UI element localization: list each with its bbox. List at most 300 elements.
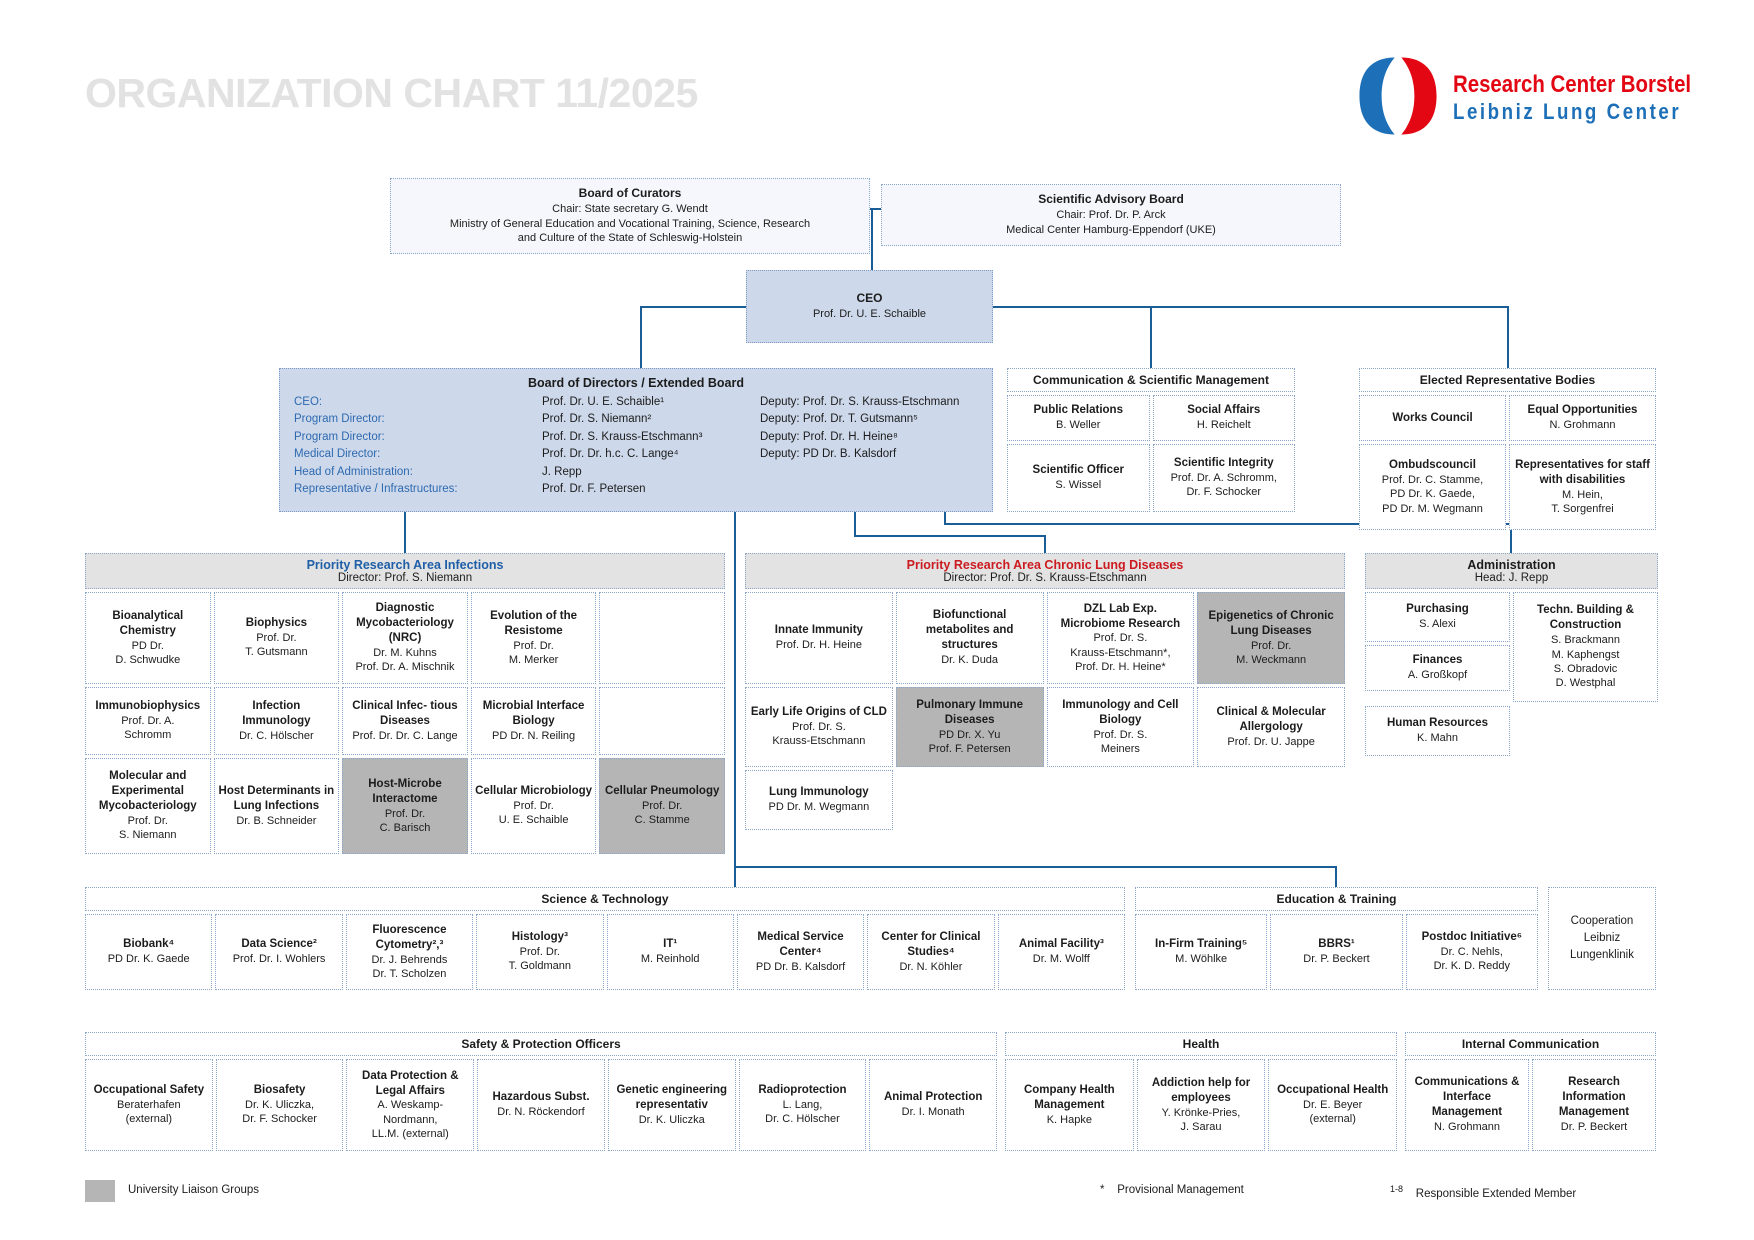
org-unit <box>745 687 893 767</box>
unit-title: Scientific Officer <box>1032 464 1124 477</box>
section-grid <box>1359 395 1656 530</box>
unit-title: Public Relations <box>1033 404 1123 417</box>
unit-title: Bioanalytical Chemistry <box>112 609 184 637</box>
unit-person: M. Wöhlke <box>1175 953 1228 966</box>
unit-person: Prof. Dr. C. Stamme, <box>1381 474 1484 487</box>
org-unit <box>1153 444 1296 512</box>
unit-person: Prof. Dr. S. <box>1093 728 1148 741</box>
unit-title: Biofunctional metabolites and structures <box>925 609 1014 652</box>
unit-title: Research Information Management <box>1558 1076 1630 1119</box>
unit-person: Dr. K. Uliczka, <box>245 1099 315 1112</box>
unit-person: T. Sorgenfrei <box>1551 502 1614 515</box>
pra-infections-section <box>85 553 725 854</box>
unit-person: C. Stamme <box>634 814 690 827</box>
unit-person: M. Hein, <box>1562 488 1603 501</box>
admin-right-column <box>1513 592 1658 702</box>
unit-person: Prof. Dr. <box>384 807 426 820</box>
unit-person: Y. Krönke-Pries, <box>1161 1106 1241 1119</box>
director-deputy <box>760 481 992 498</box>
unit-person: Prof. Dr. A. Mischnik <box>355 661 455 674</box>
legend-liaison-label: University Liaison Groups <box>128 1184 260 1196</box>
unit-person: Meiners <box>1100 742 1140 755</box>
org-unit <box>896 592 1044 684</box>
unit-title: IT¹ <box>663 938 678 951</box>
unit-person: Prof. F. Petersen <box>928 742 1011 755</box>
unit-person: Dr. M. Kuhns <box>373 647 437 660</box>
unit-person: S. Alexi <box>1419 618 1456 631</box>
unit-title: Clinical & Molecular Allergology <box>1216 705 1326 733</box>
org-unit <box>346 914 473 990</box>
section-title: Education & Training <box>1135 887 1538 911</box>
section-header <box>745 553 1345 589</box>
unit-person: M. Reinhold <box>640 953 700 966</box>
connector-line <box>1150 306 1152 368</box>
section-title: Priority Research Area Infections <box>306 558 504 572</box>
logo-mark-icon <box>1357 55 1439 142</box>
empty-space <box>896 770 1044 830</box>
director-role-label: Program Director: <box>294 413 385 426</box>
unit-title: Host-Microbe Interactome <box>368 777 442 805</box>
org-unit <box>214 687 340 755</box>
section-title: Safety & Protection Officers <box>85 1032 997 1056</box>
org-unit <box>1007 444 1150 512</box>
unit-person: PD Dr. N. Reiling <box>492 729 576 742</box>
org-unit <box>1137 1059 1266 1151</box>
unit-title: Techn. Building & Construction <box>1537 604 1634 632</box>
director-role-label: Program Director: <box>294 430 385 443</box>
connector-line <box>640 306 748 308</box>
org-unit <box>1153 395 1296 441</box>
unit-title: Biophysics <box>245 617 308 630</box>
unit-title: Company Health Management <box>1023 1083 1115 1111</box>
org-unit <box>745 770 893 830</box>
unit-title: Ombudscouncil <box>1389 459 1476 472</box>
unit-title: Molecular and Experimental Mycobacteriology <box>98 770 197 813</box>
unit-title: Data Science² <box>241 938 317 951</box>
unit-title: Microbial Interface Biology <box>482 699 585 727</box>
director-deputy <box>760 464 992 481</box>
unit-title: Biosafety <box>253 1084 306 1097</box>
education-training-section <box>1135 887 1538 990</box>
unit-person: PD Dr. X. Yu <box>938 728 1001 741</box>
unit-title: Fluorescence Cytometry²,³ <box>372 923 447 951</box>
box-title: CEO <box>856 291 883 306</box>
section-header <box>1365 553 1658 589</box>
unit-person: Dr. T. Scholzen <box>372 967 447 980</box>
unit-title: Works Council <box>1392 411 1473 424</box>
cooperation-leibniz-lungenklinik-box <box>1548 887 1656 990</box>
board-of-directors-box <box>279 368 993 512</box>
unit-person: A. Weskamp- <box>377 1099 444 1112</box>
ceo-box <box>746 270 993 343</box>
unit-person: Nordmann, <box>383 1113 438 1126</box>
org-unit <box>867 914 994 990</box>
unit-title: Postdoc Initiative⁶ <box>1421 931 1523 944</box>
unit-title: Diagnostic Mycobacteriology (NRC) <box>356 602 454 645</box>
unit-title: Scientific Integrity <box>1173 457 1274 470</box>
section-title: Communication & Scientific Management <box>1007 368 1295 392</box>
unit-person: Prof. Dr. I. Wohlers <box>232 953 326 966</box>
org-unit <box>739 1059 867 1151</box>
unit-title: DZL Lab Exp. Microbiome Research <box>1060 602 1181 630</box>
org-unit <box>1513 592 1658 702</box>
unit-person: Prof. Dr. A. <box>121 715 175 728</box>
org-unit <box>1406 914 1538 990</box>
org-unit <box>1509 395 1656 441</box>
director-name: Prof. Dr. S. Niemann² <box>542 413 652 426</box>
board-of-curators-box <box>390 178 870 254</box>
director-role-label: Representative / Infrastructures: <box>294 483 458 496</box>
box-line: Medical Center Hamburg-Eppendorf (UKE) <box>1006 224 1216 236</box>
connector-line <box>640 306 642 368</box>
section-subtitle: Director: Prof. Dr. S. Krauss-Etschmann <box>943 572 1147 584</box>
unit-title: Radioprotection <box>758 1084 847 1097</box>
unit-person: PD Dr. M. Wegmann <box>1382 502 1483 515</box>
unit-person: Prof. Dr. <box>256 632 297 645</box>
unit-title: Genetic engineering representativ <box>616 1083 728 1111</box>
unit-person: Dr. I. Monath <box>901 1106 965 1119</box>
internal-communication-section <box>1405 1032 1656 1151</box>
org-unit <box>215 914 342 990</box>
unit-person: A. Großkopf <box>1407 669 1468 682</box>
superscript-range-symbol: 1-8 <box>1390 1184 1404 1194</box>
unit-person: Prof. Dr. Dr. C. Lange <box>352 729 458 742</box>
section-subtitle: Head: J. Repp <box>1474 572 1549 584</box>
unit-title: Evolution of the Resistome <box>490 609 578 637</box>
org-unit <box>1005 1059 1134 1151</box>
director-deputy: Deputy: Prof. Dr. T. Gutsmann⁵ <box>760 413 918 426</box>
director-deputy: Deputy: Prof. Dr. S. Krauss-Etschmann <box>760 396 960 408</box>
section-grid <box>1005 1059 1397 1151</box>
unit-person: Dr. K. Uliczka <box>638 1113 705 1126</box>
unit-person: D. Westphal <box>1555 677 1616 690</box>
scientific-advisory-board-box <box>881 184 1341 246</box>
logo-line1: Research Center Borstel <box>1453 71 1692 99</box>
unit-person: PD Dr. B. Kalsdorf <box>755 960 846 973</box>
org-unit-empty <box>599 592 725 684</box>
section-header <box>85 553 725 589</box>
unit-title: Innate Immunity <box>774 624 863 637</box>
unit-person: Dr. C. Hölscher <box>765 1113 840 1126</box>
connector-line <box>871 208 873 270</box>
org-unit-liaison-group <box>342 758 468 854</box>
unit-title: Animal Facility³ <box>1018 938 1104 951</box>
unit-title: Histology³ <box>511 931 568 944</box>
director-rows <box>280 394 992 499</box>
unit-title: Communications & Interface Management <box>1414 1076 1520 1119</box>
org-unit <box>998 914 1125 990</box>
org-unit <box>471 592 597 684</box>
unit-title: Occupational Health <box>1277 1084 1389 1097</box>
safety-protection-officers-section <box>85 1032 997 1151</box>
org-unit <box>1365 706 1510 756</box>
unit-person: Dr. C. Hölscher <box>239 729 314 742</box>
org-unit <box>1197 687 1345 767</box>
unit-title: Early Life Origins of CLD <box>750 706 887 719</box>
unit-title: Addiction help for employees <box>1151 1076 1251 1104</box>
unit-person: Prof. Dr. <box>513 800 554 813</box>
director-name: Prof. Dr. U. E. Schaible¹ <box>542 396 665 408</box>
org-unit <box>1509 444 1656 530</box>
org-unit <box>737 914 864 990</box>
box-line: Ministry of General Education and Vocational Training, Science, Research <box>449 217 811 230</box>
org-unit <box>1365 592 1510 642</box>
section-title: Elected Representative Bodies <box>1359 368 1656 392</box>
director-name: Prof. Dr. F. Petersen <box>542 483 646 496</box>
org-unit <box>214 758 340 854</box>
unit-title: Medical Service Center⁴ <box>757 930 844 958</box>
box-title: Board of Directors / Extended Board <box>527 376 744 390</box>
box-line: Cooperation <box>1570 915 1634 928</box>
unit-person: M. Weckmann <box>1236 653 1307 666</box>
unit-person: Krauss-Etschmann <box>772 735 866 748</box>
unit-title: Human Resources <box>1387 717 1488 730</box>
section-title: Priority Research Area Chronic Lung Diseases <box>906 558 1184 572</box>
section-title: Science & Technology <box>85 887 1125 911</box>
org-unit-liaison-group <box>1197 592 1345 684</box>
connector-line <box>1507 306 1509 368</box>
elected-representative-bodies-section <box>1359 368 1656 530</box>
unit-title: Hazardous Subst. <box>492 1091 590 1104</box>
org-unit <box>1532 1059 1656 1151</box>
section-grid <box>1405 1059 1656 1151</box>
unit-person: K. Mahn <box>1417 732 1458 745</box>
unit-person: K. Hapke <box>1046 1113 1092 1126</box>
org-unit <box>85 592 211 684</box>
unit-title: Animal Protection <box>883 1091 983 1104</box>
unit-person: C. Barisch <box>379 821 431 834</box>
org-unit <box>1007 395 1150 441</box>
unit-person: Dr. P. Beckert <box>1560 1121 1628 1134</box>
unit-person: PD Dr. M. Wegmann <box>768 801 870 814</box>
unit-person: Prof. Dr. S. <box>791 721 846 734</box>
unit-person: Dr. F. Schocker <box>1186 486 1262 499</box>
unit-person: Dr. N. Röckendorf <box>497 1106 585 1119</box>
unit-person: Dr. P. Beckert <box>1303 953 1370 966</box>
org-unit <box>342 687 468 755</box>
org-unit <box>1047 592 1195 684</box>
unit-person: PD Dr. K. Gaede, <box>1390 488 1475 501</box>
unit-person: N. Grohmann <box>1549 419 1616 432</box>
connector-line <box>993 306 1509 308</box>
org-unit <box>85 1059 213 1151</box>
box-title: Board of Curators <box>578 185 682 200</box>
org-unit <box>216 1059 344 1151</box>
connector-line <box>1044 535 1046 553</box>
unit-title: Immunobiophysics <box>95 700 201 713</box>
section-grid <box>1135 914 1538 990</box>
unit-person: LL.M. (external) <box>371 1128 449 1141</box>
director-role-label: CEO: <box>294 396 323 408</box>
admin-left-column <box>1365 592 1510 756</box>
connector-line <box>734 866 1336 868</box>
org-unit <box>85 758 211 854</box>
org-unit <box>342 592 468 684</box>
org-unit <box>1047 687 1195 767</box>
unit-person: Dr. N. Köhler <box>899 960 963 973</box>
unit-title: Center for Clinical Studies⁴ <box>881 930 981 958</box>
unit-title: Social Affairs <box>1187 404 1261 417</box>
unit-person: (external) <box>1309 1113 1356 1126</box>
unit-title: Data Protection & Legal Affairs <box>362 1069 459 1097</box>
unit-title: Epigenetics of Chronic Lung Diseases <box>1208 609 1334 637</box>
unit-person: M. Merker <box>508 653 559 666</box>
connector-line <box>1335 866 1337 887</box>
unit-title: Lung Immunology <box>769 786 869 799</box>
connector-line <box>734 512 736 887</box>
unit-title: BBRS¹ <box>1318 938 1355 951</box>
box-line: Prof. Dr. U. E. Schaible <box>812 308 927 321</box>
unit-person: Dr. J. Behrends <box>371 953 448 966</box>
unit-person: Prof. Dr. H. Heine <box>775 639 862 652</box>
org-unit <box>1268 1059 1397 1151</box>
org-unit <box>1365 645 1510 691</box>
unit-title: Finances <box>1412 654 1463 667</box>
empty-space <box>1197 770 1345 830</box>
unit-title: Representatives for staff with disabilities <box>1515 458 1650 486</box>
unit-title: Equal Opportunities <box>1527 404 1638 417</box>
org-unit <box>346 1059 474 1151</box>
unit-person: Krauss-Etschmann*, <box>1070 646 1171 659</box>
connector-line <box>404 512 406 553</box>
section-grid <box>85 592 725 854</box>
health-section <box>1005 1032 1397 1151</box>
unit-person: T. Goldmann <box>508 960 571 973</box>
unit-person: N. Grohmann <box>1433 1121 1501 1134</box>
unit-person: Prof. Dr. H. Heine* <box>1075 661 1166 674</box>
org-unit <box>1359 444 1506 530</box>
unit-person: Prof. Dr. U. Jappe <box>1227 735 1315 748</box>
unit-person: Prof. Dr. <box>513 639 554 652</box>
unit-person: Prof. Dr. S. <box>1093 632 1148 645</box>
section-subtitle: Director: Prof. S. Niemann <box>337 572 473 584</box>
unit-person: Beraterhafen <box>117 1099 181 1112</box>
org-unit <box>471 687 597 755</box>
unit-person: Dr. M. Wolff <box>1032 953 1090 966</box>
director-name: Prof. Dr. Dr. h.c. C. Lange⁴ <box>542 448 679 461</box>
unit-person: Dr. K. Duda <box>941 654 999 667</box>
unit-person: S. Niemann <box>119 829 177 842</box>
unit-person: U. E. Schaible <box>498 814 569 827</box>
org-unit-empty <box>599 687 725 755</box>
section-grid <box>85 914 1125 990</box>
section-title: Health <box>1005 1032 1397 1056</box>
connector-line <box>854 512 856 537</box>
section-grid <box>1007 395 1295 512</box>
box-line: Leibniz <box>1583 932 1621 945</box>
unit-person: B. Weller <box>1056 419 1101 432</box>
unit-person: L. Lang, <box>782 1099 823 1112</box>
section-grid <box>85 1059 997 1151</box>
box-line: Chair: State secretary G. Wendt <box>552 202 708 215</box>
org-unit <box>1405 1059 1529 1151</box>
director-name: J. Repp <box>542 465 582 478</box>
unit-person: Dr. K. D. Reddy <box>1433 960 1511 973</box>
director-role-label: Medical Director: <box>294 448 381 461</box>
org-unit-liaison-group <box>896 687 1044 767</box>
legend-provisional-label: Provisional Management <box>1117 1184 1244 1196</box>
logo <box>1357 55 1733 142</box>
section-grid <box>745 592 1345 830</box>
liaison-group-swatch <box>85 1180 115 1202</box>
asterisk-symbol: * <box>1100 1184 1105 1196</box>
unit-person: Dr. C. Nehls, <box>1440 946 1503 959</box>
org-unit <box>608 1059 736 1151</box>
director-role-label: Head of Administration: <box>294 465 413 478</box>
unit-person: PD Dr. K. Gaede <box>107 953 190 966</box>
box-title: Scientific Advisory Board <box>1038 192 1184 207</box>
unit-title: Infection Immunology <box>242 699 311 727</box>
unit-person: H. Reichelt <box>1196 419 1251 432</box>
communication-scientific-management-section <box>1007 368 1295 512</box>
org-unit <box>1135 914 1267 990</box>
unit-person: M. Kaphengst <box>1551 648 1620 661</box>
director-name: Prof. Dr. S. Krauss-Etschmann³ <box>542 430 703 443</box>
director-deputy: Deputy: PD Dr. B. Kalsdorf <box>760 448 897 461</box>
unit-person: (external) <box>125 1113 173 1126</box>
org-unit <box>85 687 211 755</box>
unit-title: Cellular Microbiology <box>475 785 593 798</box>
section-title: Administration <box>1467 558 1556 572</box>
org-unit <box>477 1059 605 1151</box>
box-line: and Culture of the State of Schleswig-Holstein <box>517 232 743 245</box>
section-title: Internal Communication <box>1405 1032 1656 1056</box>
org-unit <box>745 592 893 684</box>
unit-person: J. Sarau <box>1180 1120 1222 1133</box>
page-title: ORGANIZATION CHART 11/2025 <box>85 70 698 116</box>
unit-person: Dr. F. Schocker <box>242 1113 317 1126</box>
org-unit <box>476 914 603 990</box>
pra-chronic-lung-diseases-section <box>745 553 1345 830</box>
unit-person: S. Obradovic <box>1553 662 1618 675</box>
unit-person: Prof. Dr. <box>519 946 560 959</box>
science-technology-section <box>85 887 1125 990</box>
unit-title: Immunology and Cell Biology <box>1062 698 1179 726</box>
unit-person: Prof. Dr. <box>642 800 683 813</box>
empty-space <box>1047 770 1195 830</box>
logo-text <box>1453 72 1691 125</box>
org-unit <box>1359 395 1506 441</box>
legend-extended-member-label: Responsible Extended Member <box>1415 1187 1577 1200</box>
section-grid <box>1365 592 1658 756</box>
org-unit <box>214 592 340 684</box>
box-line: Chair: Prof. Dr. P. Arck <box>1056 209 1166 222</box>
unit-person: S. Brackmann <box>1550 634 1621 647</box>
unit-person: PD Dr. <box>131 639 164 652</box>
unit-person: Prof. Dr. <box>127 815 168 828</box>
unit-person: D. Schwudke <box>115 653 181 666</box>
unit-person: Dr. B. Schneider <box>236 814 317 827</box>
unit-person: S. Wissel <box>1055 479 1102 492</box>
director-deputy: Deputy: Prof. Dr. H. Heine⁸ <box>760 430 898 443</box>
unit-title: Occupational Safety <box>93 1084 205 1097</box>
unit-title: Cellular Pneumology <box>604 785 720 798</box>
connector-line <box>854 535 1046 537</box>
unit-title: Purchasing <box>1406 603 1469 616</box>
unit-person: Schromm <box>124 729 172 742</box>
legend-provisional <box>1100 1184 1244 1196</box>
legend-extended-member <box>1390 1184 1576 1200</box>
unit-person: T. Gutsmann <box>245 646 308 659</box>
org-unit <box>1270 914 1402 990</box>
org-unit <box>607 914 734 990</box>
org-unit <box>471 758 597 854</box>
unit-title: Host Determinants in Lung Infections <box>218 784 335 812</box>
org-unit <box>85 914 212 990</box>
logo-line2: Leibniz Lung Center <box>1453 98 1682 124</box>
unit-person: Prof. Dr. A. Schromm, <box>1170 472 1277 485</box>
unit-title: Clinical Infec- tious Diseases <box>352 699 458 727</box>
